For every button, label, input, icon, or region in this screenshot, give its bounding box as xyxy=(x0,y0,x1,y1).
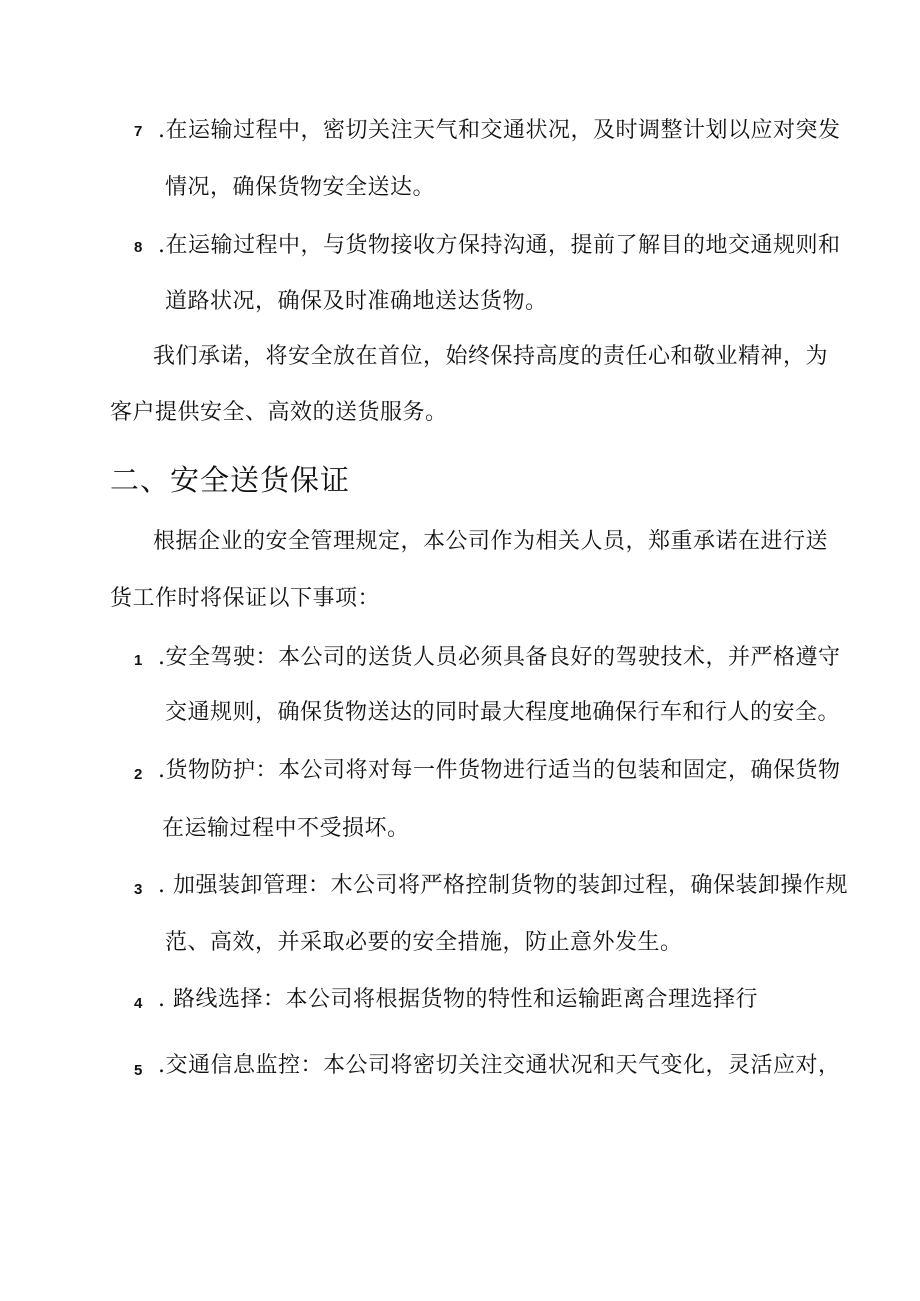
paragraph-line1: 我们承诺，将安全放在首位，始终保持高度的责任心和敬业精神，为 xyxy=(153,344,829,369)
list-item-text-line2: 交通规则，确保货物送达的同时最大程度地确保行车和行人的安全。 xyxy=(165,700,841,725)
list-item-text-line2: 在运输过程中不受损坏。 xyxy=(162,816,410,841)
list-item-text-line1: .在运输过程中，密切关注天气和交通状况，及时调整计划以应对突发 xyxy=(158,118,841,143)
list-number: 7 xyxy=(134,123,143,140)
list-number: 5 xyxy=(134,1062,143,1079)
paragraph-line2: 货工作时将保证以下事项： xyxy=(110,586,381,611)
list-item-text-line1: . 路线选择：本公司将根据货物的特性和运输距离合理选择行 xyxy=(158,987,758,1012)
list-item-text-line2: 情况，确保货物安全送达。 xyxy=(165,175,436,200)
list-number: 2 xyxy=(134,766,143,783)
list-number: 4 xyxy=(134,995,143,1012)
list-item-text-line2: 道路状况，确保及时准确地送达货物。 xyxy=(165,289,548,314)
list-item-text-line2: 范、高效，并采取必要的安全措施，防止意外发生。 xyxy=(165,930,683,955)
list-number: 3 xyxy=(134,881,143,898)
list-item-text-line1: .货物防护：本公司将对每一件货物进行适当的包装和固定，确保货物 xyxy=(158,758,841,783)
paragraph-line1: 根据企业的安全管理规定，本公司作为相关人员，郑重承诺在进行送 xyxy=(153,529,829,554)
list-number: 8 xyxy=(134,239,143,256)
list-item-text-line1: .在运输过程中，与货物接收方保持沟通，提前了解目的地交通规则和 xyxy=(158,233,841,258)
list-item-text-line1: . 加强装卸管理：木公司将严格控制货物的装卸过程，确保装卸操作规 xyxy=(158,873,848,898)
paragraph-line2: 客户提供安全、高效的送货服务。 xyxy=(110,400,448,425)
section-heading: 二、安全送货保证 xyxy=(110,463,351,497)
list-item-text-line1: .交通信息监控：本公司将密切关注交通状况和天气变化，灵活应对， xyxy=(158,1053,841,1078)
list-item-text-line1: .安全驾驶：本公司的送货人员必须具备良好的驾驶技术，并严格遵守 xyxy=(158,645,841,670)
list-number: 1 xyxy=(134,652,143,669)
